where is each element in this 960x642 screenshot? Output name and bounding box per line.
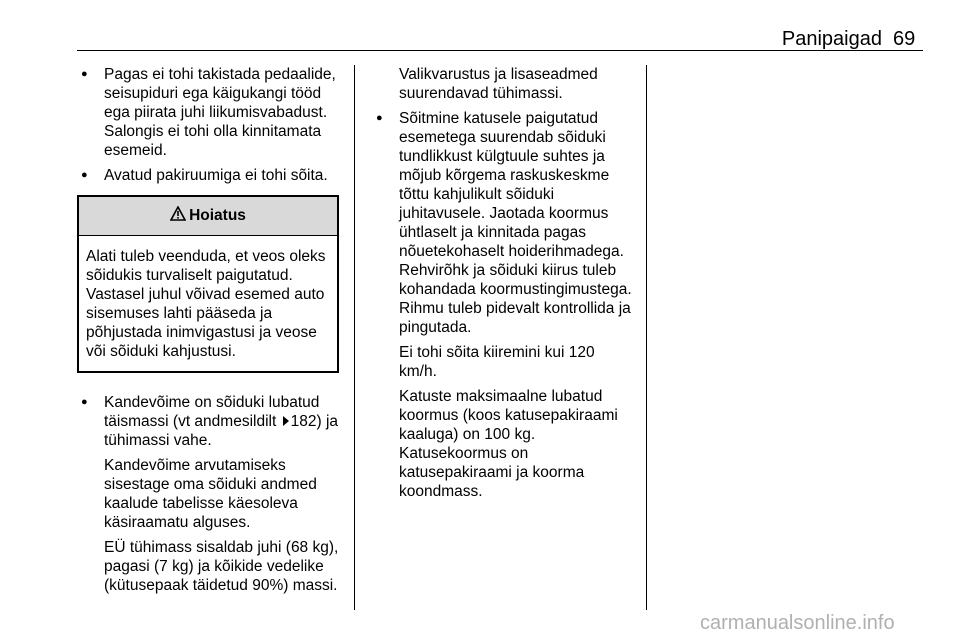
capacity-text: Kandevõime on sõiduki lubatud täismassi (vt andmesildilt	[104, 394, 320, 430]
page-number: 69	[893, 28, 916, 50]
warning-text: Alati tuleb veenduda, et veos oleks sõidukis turvaliselt paigutatud. Vastasel juhul võivad esemed auto sisemuses lahti pääseda ja põhjustada inimvigastusi ja veose või sõiduki kahjustusi.	[86, 248, 326, 360]
warning-box	[77, 195, 339, 373]
paragraph: EÜ tühimass sisaldab juhi (68 kg), pagasi (7 kg) ja kõikide vedelike (kütusepaak täidetud 90%) massi.	[104, 539, 339, 594]
left-column	[77, 65, 339, 601]
paragraph: Valikvarustus ja lisaseadmed suurendavad tühimassi.	[399, 66, 598, 102]
column-divider	[354, 65, 355, 610]
list-item: ● Avatud pakiruumiga ei tohi sõita.	[77, 166, 339, 185]
column-divider	[646, 65, 647, 610]
capacity-text-end: ja tühimassi vahe.	[104, 413, 339, 449]
right-column	[372, 65, 634, 507]
page-reference-arrow-icon	[283, 416, 289, 426]
paragraph: Kandevõime arvutamiseks sisestage oma sõiduki andmed kaalude tabelisse käesoleva käsiraamatu alguses.	[104, 457, 317, 531]
paragraph: Ei tohi sõita kiiremini kui 120 km/h.	[399, 344, 595, 380]
page-header-title: Panipaigad	[781, 28, 882, 50]
warning-header	[79, 197, 337, 236]
list-item: ● Pagas ei tohi takistada pedaalide, seisupiduri ega käigukangi tööd ega piirata juhi liikumisvabadust. Salongis ei tohi olla kinnitamata esemeid.	[77, 65, 339, 160]
page-reference: 182)	[290, 413, 322, 430]
paragraph: Katuste maksimaalne lubatud koormus (koos katusepakiraami kaaluga) on 100 kg. Katusekoormus on katusepakiraami ja koorma koondmass.	[399, 388, 618, 500]
warning-title: Hoiatus	[189, 207, 246, 224]
warning-triangle-icon	[170, 198, 186, 236]
list-item: ● Sõitmine katusele paigutatud esemetega suurendab sõiduki tundlikkust külgtuule suhtes ja mõjub kõrgema raskuskeskme tõttu kahjulikult sõiduki juhitavusele. Jaotada koormus ühtlaselt ja kinnitada pagas nõuetekohaselt hoiderihmadega. Rehvirõhk ja sõiduki kiirus tuleb kohandada koormustingimustega. Rihmu tuleb pidevalt kontrollida ja pingutada.	[372, 109, 634, 337]
header-divider	[77, 50, 923, 51]
watermark: carmanualsonline.info	[700, 612, 895, 634]
list-item	[77, 393, 339, 450]
